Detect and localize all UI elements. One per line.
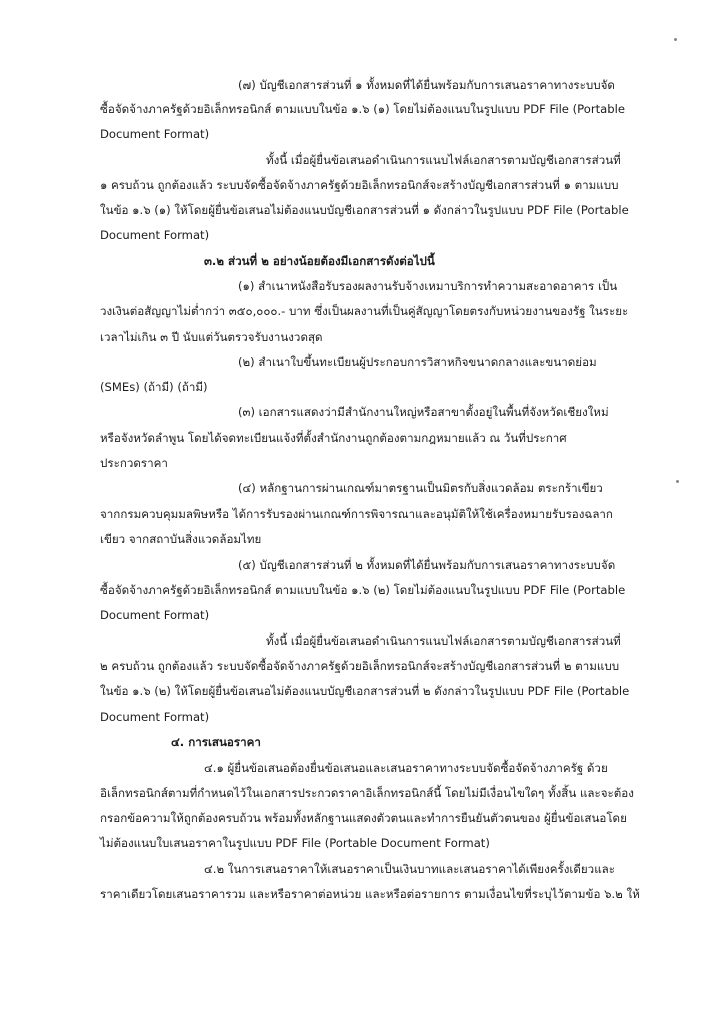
text-line: ทั้งนี้ เมื่อผู้ยื่นข้อเสนอดำเนินการแนบไฟล์เอกสารตามบัญชีเอกสารส่วนที่ <box>266 153 621 167</box>
text-line: จากกรมควบคุมมลพิษหรือ ได้การรับรองผ่านเกณฑ์การพิจารณาและอนุมัติให้ใช้เครื่องหมายรับรองฉลาก <box>100 507 613 521</box>
text-line: ราคาเดียวโดยเสนอราคารวม และหรือราคาต่อหน่วย และหรือต่อรายการ ตามเงื่อนไขที่ระบุไว้ตามข้อ ๖.๒ ให้ <box>100 887 640 901</box>
text-line: ๔.๒ ในการเสนอราคาให้เสนอราคาเป็นเงินบาทและเสนอราคาได้เพียงครั้งเดียวและ <box>204 862 616 876</box>
text-line: ทั้งนี้ เมื่อผู้ยื่นข้อเสนอดำเนินการแนบไฟล์เอกสารตามบัญชีเอกสารส่วนที่ <box>266 634 621 648</box>
text-line: ๑ ครบถ้วน ถูกต้องแล้ว ระบบจัดซื้อจัดจ้างภาครัฐด้วยอิเล็กทรอนิกส์จะสร้างบัญชีเอกสารส่วนที่ ๑ ตามแบบ <box>100 178 619 192</box>
text-line: (๓) เอกสารแสดงว่ามีสำนักงานใหญ่หรือสาขาตั้งอยู่ในพื้นที่จังหวัดเชียงใหม่ <box>238 405 609 419</box>
text-line: ประกวดราคา <box>100 456 168 470</box>
scan-speck <box>674 38 677 41</box>
text-line: ๔.๑ ผู้ยื่นข้อเสนอต้องยื่นข้อเสนอและเสนอราคาทางระบบจัดซื้อจัดจ้างภาครัฐ ด้วย <box>204 761 608 775</box>
text-line: ๒ ครบถ้วน ถูกต้องแล้ว ระบบจัดซื้อจัดจ้างภาครัฐด้วยอิเล็กทรอนิกส์จะสร้างบัญชีเอกสารส่วนที่ ๒ ตามแบบ <box>100 659 620 673</box>
section-heading: ๔. การเสนอราคา <box>171 735 261 749</box>
text-line: เขียว จากสถาบันสิ่งแวดล้อมไทย <box>100 532 262 546</box>
text-line: (๗) บัญชีเอกสารส่วนที่ ๑ ทั้งหมดที่ได้ยื่นพร้อมกับการเสนอราคาทางระบบจัด <box>238 78 615 92</box>
text-line: (SMEs) (ถ้ามี) (ถ้ามี) <box>100 380 208 394</box>
text-line: Document Format) <box>100 608 210 622</box>
section-heading: ๓.๒ ส่วนที่ ๒ อย่างน้อยต้องมีเอกสารดังต่อไปนี้ <box>204 254 435 268</box>
text-line: Document Format) <box>100 228 210 242</box>
text-line: กรอกข้อความให้ถูกต้องครบถ้วน พร้อมทั้งหลักฐานแสดงตัวตนและทำการยืนยันตัวตนของ ผู้ยื่นข้อเสนอโดย <box>100 811 627 825</box>
text-line: ไม่ต้องแนบใบเสนอราคาในรูปแบบ PDF File (Portable Document Format) <box>100 836 490 850</box>
text-line: Document Format) <box>100 710 210 724</box>
text-line: (๕) บัญชีเอกสารส่วนที่ ๒ ทั้งหมดที่ได้ยื่นพร้อมกับการเสนอราคาทางระบบจัด <box>238 558 616 572</box>
text-line: วงเงินต่อสัญญาไม่ต่ำกว่า ๓๕๐,๐๐๐.- บาท ซึ่งเป็นผลงานที่เป็นคู่สัญญาโดยตรงกับหน่วยงานของรัฐ ในระยะ <box>100 304 629 318</box>
text-line: ซื้อจัดจ้างภาครัฐด้วยอิเล็กทรอนิกส์ ตามแบบในข้อ ๑.๖ (๑) โดยไม่ต้องแนบในรูปแบบ PDF File (Portable <box>100 102 625 116</box>
scan-speck <box>676 480 679 483</box>
text-line: ซื้อจัดจ้างภาครัฐด้วยอิเล็กทรอนิกส์ ตามแบบในข้อ ๑.๖ (๒) โดยไม่ต้องแนบในรูปแบบ PDF File (Portable <box>100 583 626 597</box>
text-line: (๒) สำเนาใบขึ้นทะเบียนผู้ประกอบการวิสาหกิจขนาดกลางและขนาดย่อม <box>238 355 597 369</box>
text-line: เวลาไม่เกิน ๓ ปี นับแต่วันตรวจรับงานงวดสุด <box>100 330 323 344</box>
text-line: อิเล็กทรอนิกส์ตามที่กำหนดไว้ในเอกสารประกวดราคาอิเล็กทรอนิกส์นี้ โดยไม่มีเงื่อนไขใดๆ ทั้งสิ้น และจะต้อง <box>100 786 634 800</box>
text-line: (๑) สำเนาหนังสือรับรองผลงานรับจ้างเหมาบริการทำความสะอาดอาคาร เป็น <box>238 279 618 293</box>
text-line: ในข้อ ๑.๖ (๒) ให้โดยผู้ยื่นข้อเสนอไม่ต้องแนบบัญชีเอกสารส่วนที่ ๒ ดังกล่าวในรูปแบบ PDF File (Portable <box>100 684 630 698</box>
text-line: ในข้อ ๑.๖ (๑) ให้โดยผู้ยื่นข้อเสนอไม่ต้องแนบบัญชีเอกสารส่วนที่ ๑ ดังกล่าวในรูปแบบ PDF File (Portable <box>100 203 629 217</box>
text-line: Document Format) <box>100 127 210 141</box>
text-line: หรือจังหวัดลำพูน โดยได้จดทะเบียนแจ้งที่ตั้งสำนักงานถูกต้องตามกฎหมายแล้ว ณ วันที่ประกาศ <box>100 431 567 445</box>
text-line: (๔) หลักฐานการผ่านเกณฑ์มาตรฐานเป็นมิตรกับสิ่งแวดล้อม ตระกร้าเขียว <box>238 481 603 495</box>
